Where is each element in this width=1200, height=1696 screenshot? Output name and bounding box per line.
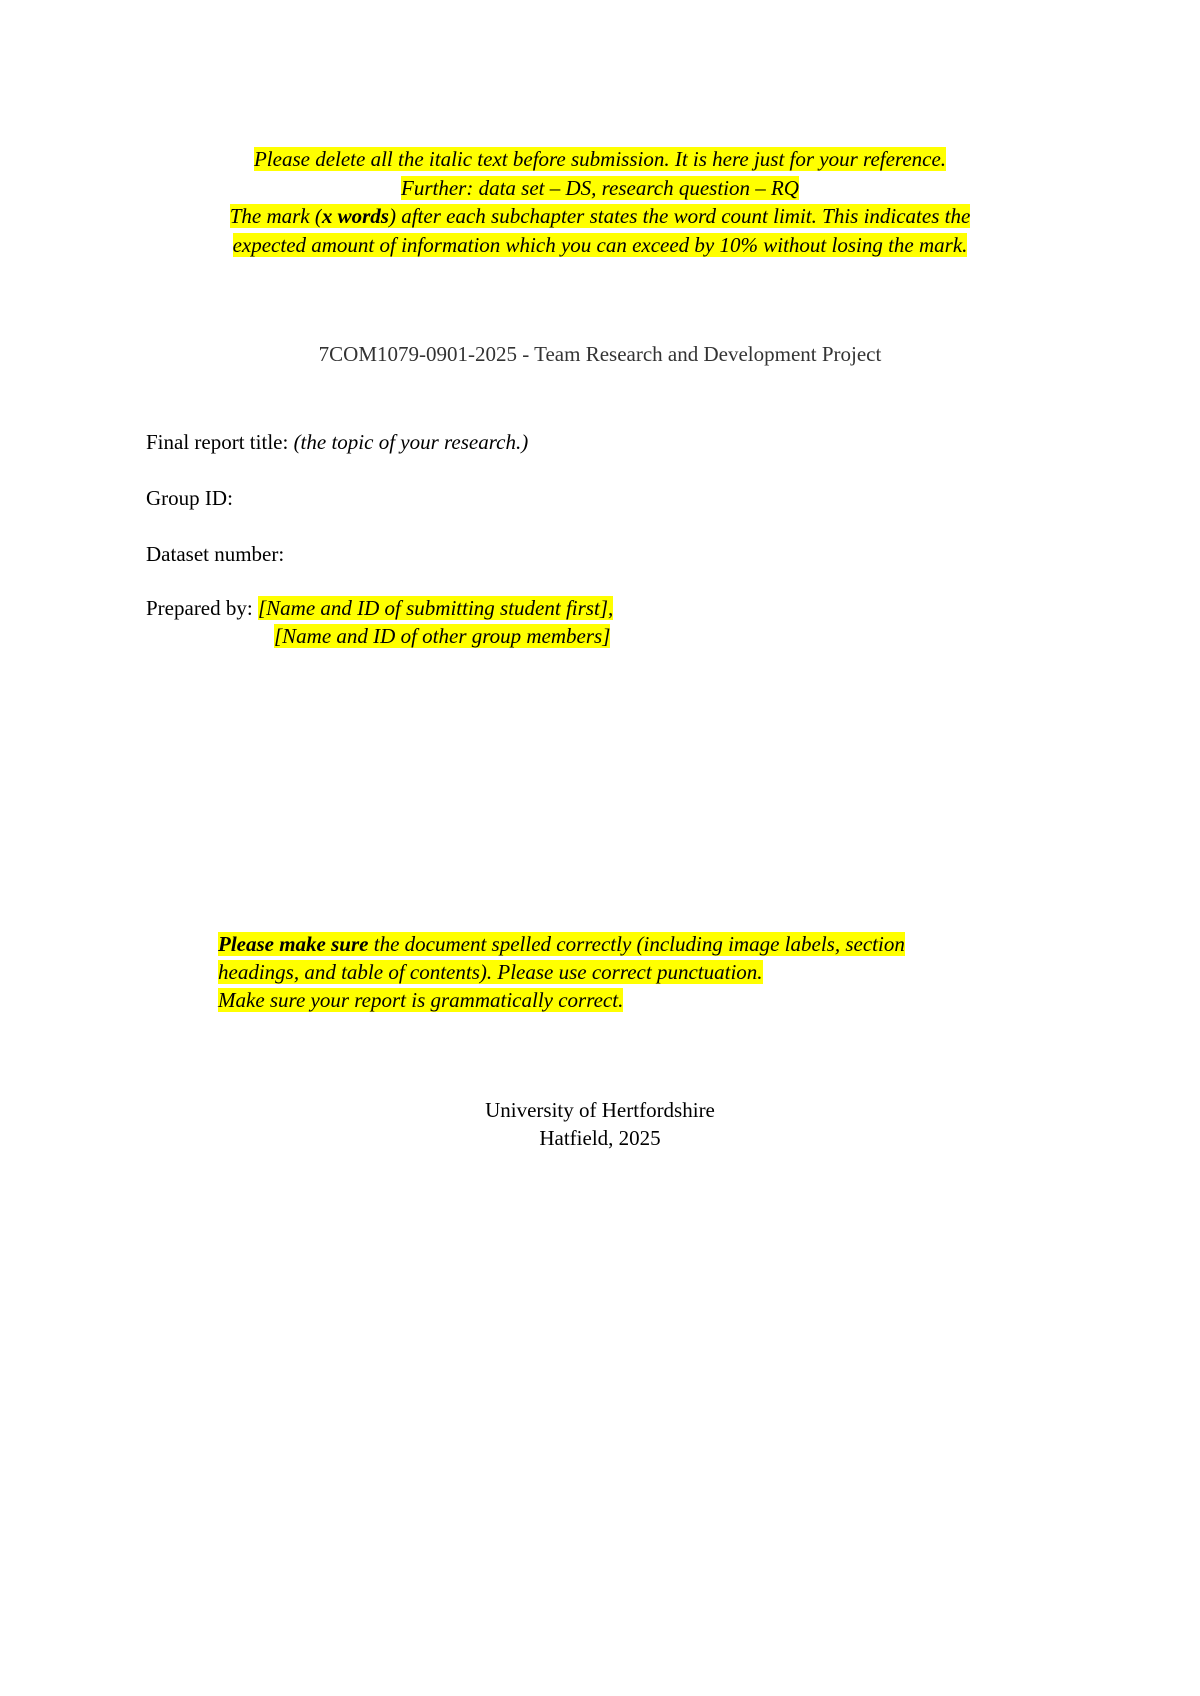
notice-line-3-bold: x words <box>321 204 389 228</box>
institution-name: University of Hertfordshire <box>485 1098 715 1122</box>
notice-line-3-pre: The mark ( <box>229 204 322 228</box>
proofreading-reminder <box>218 930 1058 1014</box>
reminder-line-2: headings, and table of contents). Please use correct punctuation. <box>218 960 763 984</box>
prepared-by-label: Prepared by: <box>146 596 258 620</box>
prepared-by-field <box>146 594 613 650</box>
report-title-hint: (the topic of your research.) <box>293 430 529 454</box>
notice-line-1: Please delete all the italic text before submission. It is here just for your reference. <box>253 147 947 171</box>
reminder-line-3: Make sure your report is grammatically correct. <box>218 988 624 1012</box>
prepared-by-line-1: [Name and ID of submitting student first], <box>257 596 614 620</box>
instruction-notice <box>140 145 1060 259</box>
dataset-number-field <box>146 540 284 568</box>
group-id-label: Group ID: <box>146 486 233 510</box>
reminder-line-1: the document spelled correctly (including image labels, section <box>368 932 905 956</box>
course-title: 7COM1079-0901-2025 - Team Research and Development Project <box>318 342 882 366</box>
footer <box>140 1096 1060 1152</box>
prepared-by-line-2: [Name and ID of other group members] <box>274 624 611 648</box>
dataset-number-label: Dataset number: <box>146 542 285 566</box>
reminder-bold: Please make sure <box>218 932 369 956</box>
notice-line-3-post: ) after each subchapter states the word count limit. This indicates the <box>388 204 971 228</box>
place-year: Hatfield, 2025 <box>539 1126 661 1150</box>
notice-line-4: expected amount of information which you can exceed by 10% without losing the mark. <box>232 232 968 257</box>
group-id-field <box>146 484 233 512</box>
notice-line-2: Further: data set – DS, research question – RQ <box>401 175 799 200</box>
report-title-field <box>146 428 528 456</box>
report-title-label: Final report title: <box>146 430 294 454</box>
